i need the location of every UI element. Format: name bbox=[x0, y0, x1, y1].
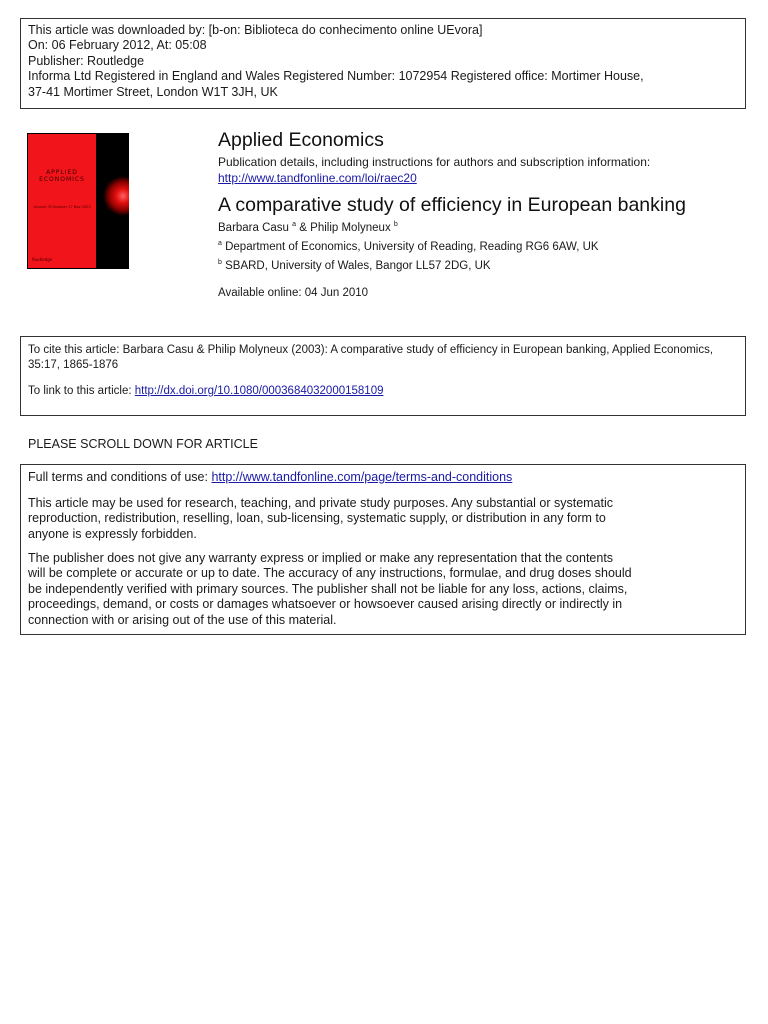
article-link-label: To link to this article: bbox=[28, 385, 135, 397]
doi-link[interactable]: http://dx.doi.org/10.1080/0003684032000158109 bbox=[134, 385, 384, 397]
scroll-down-note: PLEASE SCROLL DOWN FOR ARTICLE bbox=[28, 437, 258, 451]
author-name: Barbara Casu bbox=[218, 222, 289, 234]
terms-paragraph-2: The publisher does not give any warranty express or implied or make any representation that the contents will be complete or accurate or up to date. The accuracy of any instructions, formulae, and drug doses should be independently verified with primary sources. The publisher shall not be liable for any loss, actions, claims, proceedings, demand, or costs or damages whatsoever or howsoever caused arising directly or indirectly in connection with or arising out of the use of this material. bbox=[28, 551, 632, 627]
affiliation-marker: b bbox=[393, 221, 398, 228]
download-line: This article was downloaded by: [b-on: Biblioteca do conhecimento online UEvora] bbox=[28, 23, 483, 37]
authors-line bbox=[218, 222, 398, 234]
affiliation-marker: a bbox=[218, 240, 222, 247]
affiliation-marker: a bbox=[292, 221, 297, 228]
terms-line bbox=[28, 470, 743, 485]
affiliation-a bbox=[218, 241, 599, 253]
article-link-line bbox=[28, 384, 383, 399]
journal-cover-image bbox=[27, 133, 129, 269]
terms-link[interactable]: http://www.tandfonline.com/page/terms-and-conditions bbox=[211, 470, 513, 484]
journal-link[interactable]: http://www.tandfonline.com/loi/raec20 bbox=[218, 171, 417, 185]
download-line: 37-41 Mortimer Street, London W1T 3JH, UK bbox=[28, 84, 278, 99]
cover-subtitle: Volume 35 Number 17 Nov 2003 bbox=[33, 205, 91, 209]
affiliation-text: Department of Economics, University of Reading, Reading RG6 6AW, UK bbox=[225, 241, 599, 253]
cover-orb-graphic bbox=[103, 176, 129, 216]
download-line: Publisher: Routledge bbox=[28, 53, 145, 68]
download-line: Informa Ltd Registered in England and Wales Registered Number: 1072954 Registered office: Mortimer House, bbox=[28, 69, 644, 84]
affiliation-b bbox=[218, 260, 491, 272]
cover-red-panel bbox=[28, 134, 96, 268]
download-notice-box bbox=[20, 18, 746, 109]
affiliation-text: SBARD, University of Wales, Bangor LL57 2DG, UK bbox=[225, 260, 491, 272]
author-name: Philip Molyneux bbox=[310, 222, 391, 234]
cover-title: APPLIED ECONOMICS bbox=[39, 169, 85, 183]
article-title: A comparative study of efficiency in European banking bbox=[218, 194, 686, 216]
cover-publisher-mark: Routledge bbox=[32, 257, 53, 262]
citation-box bbox=[20, 336, 746, 416]
publication-details: Publication details, including instructions for authors and subscription information: bbox=[218, 155, 651, 169]
terms-box bbox=[20, 464, 746, 635]
terms-label: Full terms and conditions of use: bbox=[28, 470, 212, 484]
citation-text: To cite this article: Barbara Casu & Philip Molyneux (2003): A comparative study of efficiency in European banking, Applied Economics, 35:17, 1865-1876 bbox=[28, 344, 714, 371]
download-line: On: 06 February 2012, At: 05:08 bbox=[28, 38, 207, 53]
terms-paragraph-1: This article may be used for research, teaching, and private study purposes. Any substantial or systematic reproduction, redistribution, reselling, loan, sub-licensing, systematic supply, or distribution in any form to anyone is expressly forbidden. bbox=[28, 496, 614, 541]
available-online-date: Available online: 04 Jun 2010 bbox=[218, 287, 369, 299]
affiliation-marker: b bbox=[218, 259, 222, 266]
author-separator: & bbox=[299, 222, 311, 234]
journal-title: Applied Economics bbox=[218, 129, 384, 151]
